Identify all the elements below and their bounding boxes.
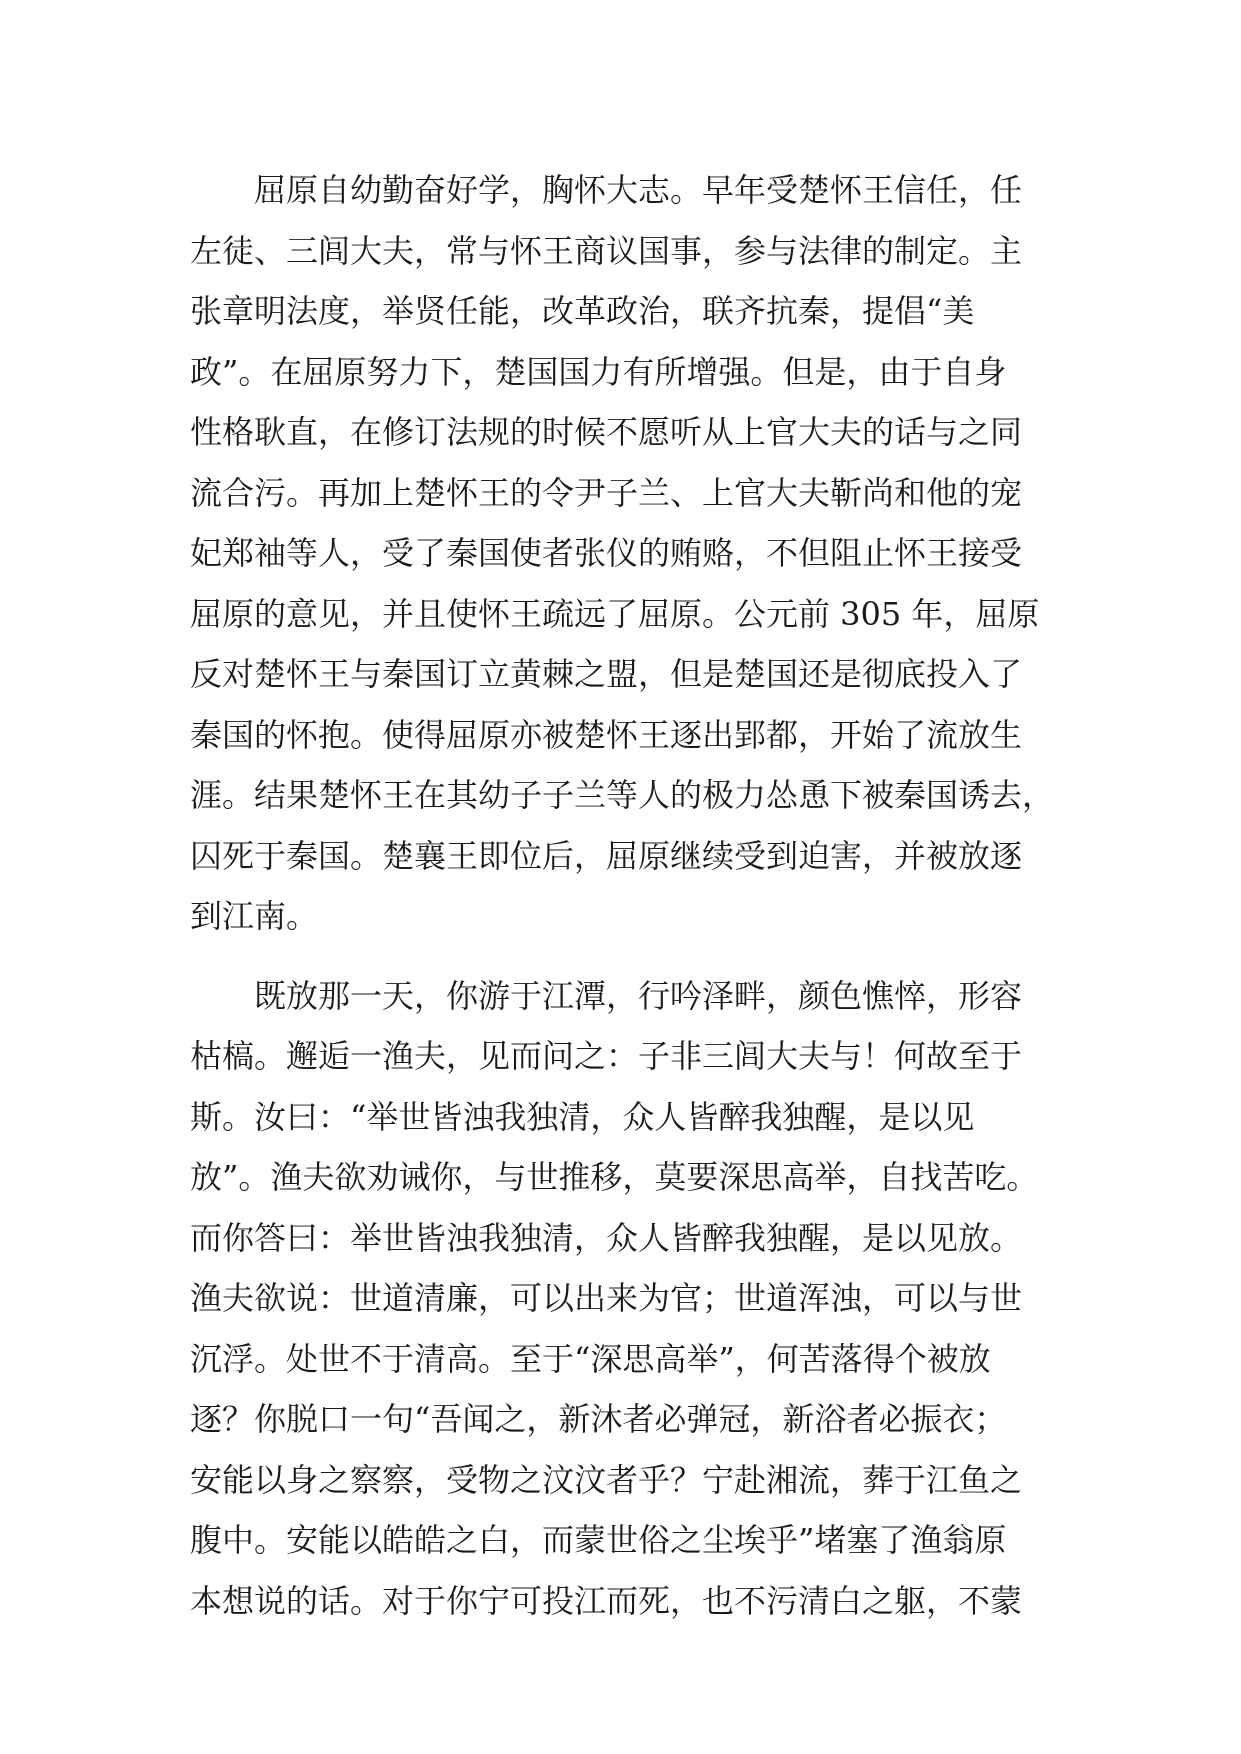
text-line: 张章明法度，举贤任能，改革政治，联齐抗秦，提倡“美 [190,292,975,330]
paragraph [190,966,1070,1632]
text-line: 反对楚怀王与秦国订立黄棘之盟，但是楚国还是彻底投入了 [190,655,1023,693]
text-line: 屈原自幼勤奋好学，胸怀大志。早年受楚怀王信任，任 [254,171,1023,209]
text-line: 斯。汝曰：“举世皆浊我独清，众人皆醉我独醒，是以见 [190,1097,975,1136]
text-line: 囚死于秦国。楚襄王即位后，屈原继续受到迫害，并被放逐 [190,836,1023,875]
text-line: 放”。渔夫欲劝诫你，与世推移，莫要深思高举，自找苦吃。 [190,1158,1039,1196]
text-line: 涯。结果楚怀王在其幼子子兰等人的极力怂恿下被秦国诱去， [190,776,1055,814]
paragraph [190,160,1070,947]
text-line: 枯槁。邂逅一渔夫，见而问之：子非三闾大夫与！何故至于 [190,1037,1023,1075]
text-line: 渔夫欲说：世道清廉，可以出来为官；世道浑浊，可以与世 [190,1279,1023,1317]
paragraph-spacing [190,947,1070,966]
text-line: 性格耿直，在修订法规的时候不愿听从上官大夫的话与之同 [190,413,1023,451]
text-line: 逐？你脱口一句“吾闻之，新沐者必弹冠，新浴者必振衣； [190,1400,1007,1438]
text-line: 屈原的意见，并且使怀王疏远了屈原。公元前 305 年，屈原 [190,594,1040,633]
text-line: 流合污。再加上楚怀王的令尹子兰、上官大夫靳尚和他的宠 [190,473,1023,512]
text-line: 秦国的怀抱。使得屈原亦被楚怀王逐出郢都，开始了流放生 [190,715,1023,754]
text-line: 安能以身之察察，受物之汶汶者乎？宁赴湘流，葬于江鱼之 [190,1460,1023,1499]
text-line: 妃郑袖等人，受了秦国使者张仪的贿赂，不但阻止怀王接受 [190,534,1023,572]
document-body [190,160,1070,1631]
text-line: 政”。在屈原努力下，楚国国力有所增强。但是，由于自身 [190,352,1007,391]
text-line: 左徒、三闾大夫，常与怀王商议国事，参与法律的制定。主 [190,231,1023,270]
text-line: 而你答曰：举世皆浊我独清，众人皆醉我独醒，是以见放。 [190,1218,1023,1257]
text-line: 到江南。 [190,897,319,935]
text-line: 既放那一天，你游于江潭，行吟泽畔，颜色憔悴，形容 [254,976,1023,1015]
text-line: 腹中。安能以皓皓之白，而蒙世俗之尘埃乎”堵塞了渔翁原 [190,1521,1007,1559]
text-line: 沉浮。处世不于清高。至于“深思高举”，何苦落得个被放 [190,1339,991,1378]
text-line: 本想说的话。对于你宁可投江而死，也不污清白之躯，不蒙 [190,1581,1023,1620]
